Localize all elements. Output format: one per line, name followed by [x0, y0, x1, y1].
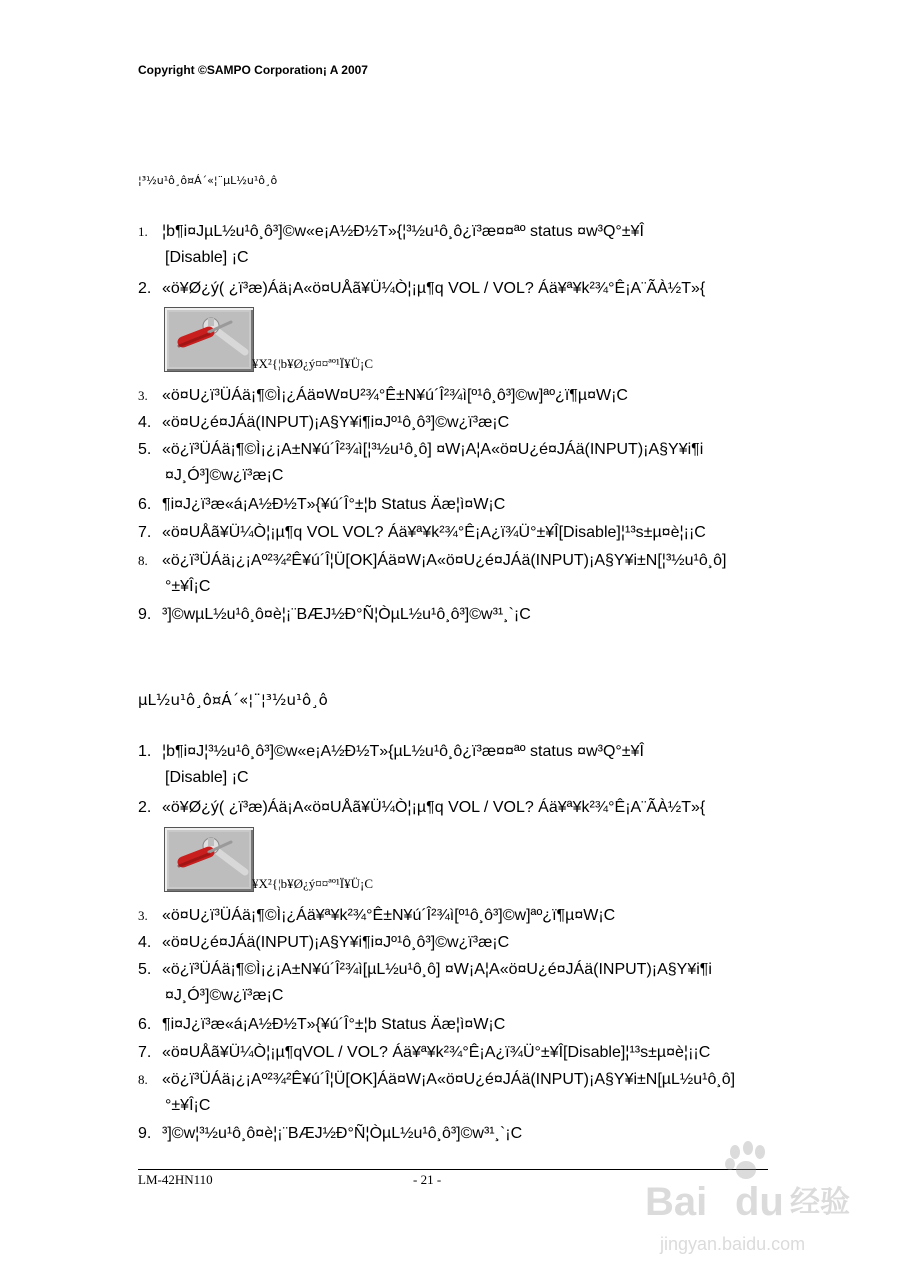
list-item: 9. ³]©wµL½u¹ô¸ô¤è¦¡¨BÆJ½Ð°Ñ¦ÒµL½u¹ô¸ô³]©w³¹¸`¡C [138, 606, 531, 623]
list-item: 2. «ö¥Ø¿ý( ¿ï³æ)Áä¡A«ö¤UÅã¥Ü¼Ò¦¡µ¶q VOL / VOL? Áä¥ª¥k²¾°Ê¡A¨ÃÀ½T»{ [138, 280, 706, 297]
list-item: 2. «ö¥Ø¿ý( ¿ï³æ)Áä¡A«ö¤UÅã¥Ü¼Ò¦¡µ¶q VOL / VOL? Áä¥ª¥k²¾°Ê¡A¨ÃÀ½T»{ [138, 799, 706, 816]
tools-icon [164, 307, 254, 372]
list-item: 6. ¶i¤J¿ï³æ«á¡A½Ð½T»{¥ú´Î°±¦b Status Äæ¦ì¤W¡C [138, 1016, 506, 1033]
list-item: 7. «ö¤UÅã¥Ü¼Ò¦¡µ¶q VOL VOL? Áä¥ª¥k²¾°Ê¡A¿ï¾Ü°±¥Î[Disable]¦¹³s±µ¤è¦¡¡C [138, 524, 706, 541]
tools-icon [164, 827, 254, 892]
icon-caption: ¥X²{¦b¥Ø¿ý¤¤ªº¹Ï¥Ü¡C [252, 876, 374, 891]
list-item-continuation: [Disable] ¡C [165, 769, 249, 786]
list-item: 1. ¦b¶i¤JµL½u¹ô¸ô³]©w«e¡A½Ð½T»{¦³½u¹ô¸ô¿ï³æ¤¤ªº status ¤w³Q°±¥Î [138, 223, 644, 240]
list-item: 8. «ö¿ï³ÜÁä¡¿¡Aº²¾²Ê¥ú´Î¦Ü[OK]Áä¤W¡A«ö¤U¿é¤JÁä(INPUT)¡A§Y¥i±N[¦³½u¹ô¸ô] [138, 552, 727, 569]
list-item-continuation: ¤J¸Ó³]©w¿ï³æ¡C [165, 987, 284, 1004]
list-item: 4. «ö¤U¿é¤JÁä(INPUT)¡A§Y¥i¶i¤Jº¹ô¸ô³]©w¿ï³æ¡C [138, 414, 510, 431]
list-item-continuation: °±¥Î¡C [165, 1097, 211, 1114]
list-item: 4. «ö¤U¿é¤JÁä(INPUT)¡A§Y¥i¶i¤Jº¹ô¸ô³]©w¿ï³æ¡C [138, 934, 510, 951]
copyright-header: Copyright ©SAMPO Corporation¡ A 2007 [138, 63, 368, 77]
list-item: 9. ³]©w¦³½u¹ô¸ô¤è¦¡¨BÆJ½Ð°Ñ¦ÒµL½u¹ô¸ô³]©w³¹¸`¡C [138, 1125, 523, 1142]
section2-heading: µL½u¹ô¸ô¤Á´«¦¨¦³½u¹ô¸ô [138, 691, 328, 709]
svg-text:du: du [735, 1180, 784, 1224]
list-item: 5. «ö¿ï³ÜÁä¡¶©Ì¡¿¡A±N¥ú´Î²¾ì[µL½u¹ô¸ô] ¤W¡A¦A«ö¤U¿é¤JÁä(INPUT)¡A§Y¥i¶i [138, 961, 712, 978]
list-item: 8. «ö¿ï³ÜÁä¡¿¡Aº²¾²Ê¥ú´Î¦Ü[OK]Áä¤W¡A«ö¤U¿é¤JÁä(INPUT)¡A§Y¥i±N[µL½u¹ô¸ô] [138, 1071, 736, 1088]
list-item-continuation: [Disable] ¡C [165, 249, 249, 266]
svg-text:Bai: Bai [645, 1180, 708, 1224]
svg-text:经验: 经验 [790, 1185, 850, 1220]
baidu-watermark-logo [640, 1140, 870, 1270]
list-item: 3. «ö¤U¿ï³ÜÁä¡¶©Ì¡¿Áä¤W¤U²¾°Ê±N¥ú´Î²¾ì[º¹ô¸ô³]©w]ªº¿ï¶µ¤W¡C [138, 387, 628, 404]
list-item-continuation: °±¥Î¡C [165, 578, 211, 595]
list-item: 6. ¶i¤J¿ï³æ«á¡A½Ð½T»{¥ú´Î°±¦b Status Äæ¦ì¤W¡C [138, 496, 506, 513]
list-item-continuation: ¤J¸Ó³]©w¿ï³æ¡C [165, 467, 284, 484]
footer-page-number: - 21 - [413, 1172, 442, 1187]
list-item: 7. «ö¤UÅã¥Ü¼Ò¦¡µ¶qVOL / VOL? Áä¥ª¥k²¾°Ê¡A¿ï¾Ü°±¥Î[Disable]¦¹³s±µ¤è¦¡¡C [138, 1044, 711, 1061]
list-item: 1. ¦b¶i¤J¦³½u¹ô¸ô³]©w«e¡A½Ð½T»{µL½u¹ô¸ô¿ï³æ¤¤ªº status ¤w³Q°±¥Î [138, 743, 644, 760]
watermark-url: jingyan.baidu.com [660, 1234, 806, 1254]
list-item: 3. «ö¤U¿ï³ÜÁä¡¶©Ì¡¿Áä¥ª¥k²¾°Ê±N¥ú´Î²¾ì[º¹ô¸ô³]©w]ªº¿ï¶µ¤W¡C [138, 907, 616, 924]
section1-heading: ¦³½u¹ô¸ô¤Á´«¦¨µL½u¹ô¸ô [138, 174, 278, 187]
icon-caption: ¥X²{¦b¥Ø¿ý¤¤ªº¹Ï¥Ü¡C [252, 356, 374, 371]
footer-model: LM-42HN110 [138, 1172, 213, 1187]
list-item: 5. «ö¿ï³ÜÁä¡¶©Ì¡¿¡A±N¥ú´Î²¾ì[¦³½u¹ô¸ô] ¤W¡A¦A«ö¤U¿é¤JÁä(INPUT)¡A§Y¥i¶i [138, 441, 704, 458]
